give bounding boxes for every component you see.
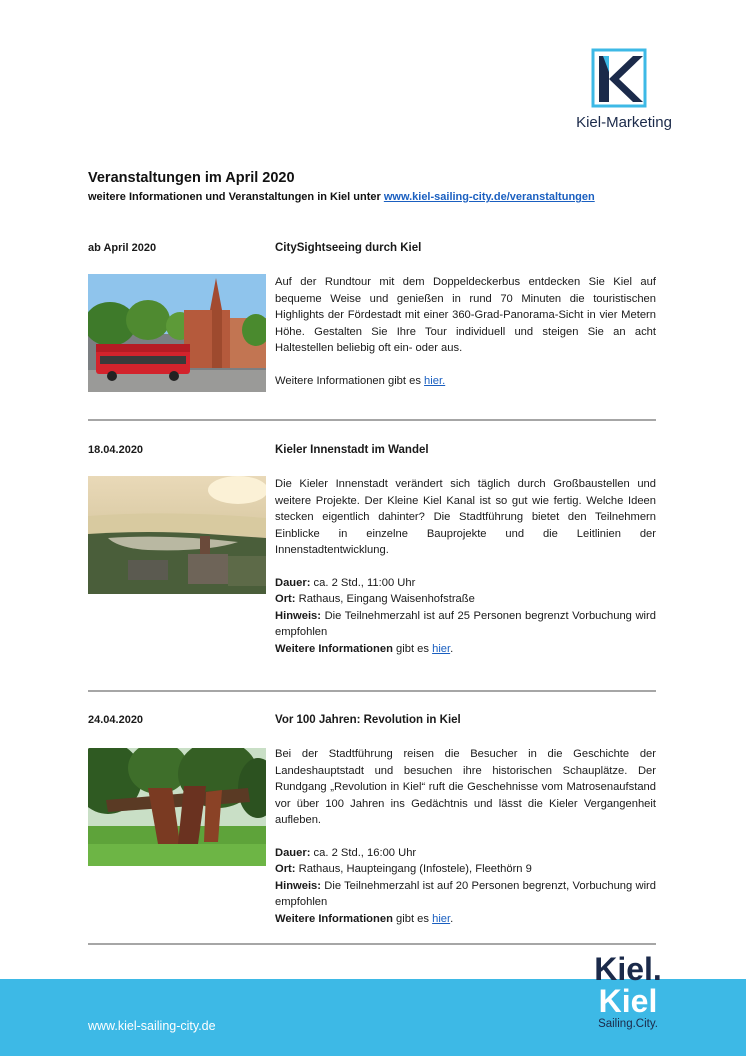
more-text: gibt es — [392, 912, 433, 925]
more-text: gibt es — [392, 642, 433, 655]
note-label: Hinweis: — [275, 879, 322, 892]
subtitle-text: weitere Informationen und Veranstaltungen in Kiel unter — [88, 191, 384, 203]
footer-url[interactable]: www.kiel-sailing-city.de — [88, 1019, 216, 1033]
location-value: Rathaus, Eingang Waisenhofstraße — [295, 593, 475, 605]
event-text: Die Kieler Innenstadt verändert sich täglich durch Großbaustellen und weitere Projekte. Der Kleine Kiel Kanal ist so gut wie fertig. Welche Ideen stecken eigentlich dahinter? Die Stadtführung bietet den Teilnehmern Einblicke in einzelne Bauprojekte und die Leitlinien der Innenstadtentwicklung. — [275, 478, 656, 556]
event-photo-monument — [88, 748, 266, 866]
note-value: Die Teilnehmerzahl ist auf 25 Personen begrenzt Vorbuchung wird empfohlen — [275, 609, 656, 638]
duration-label: Dauer: — [275, 576, 311, 589]
more-link[interactable]: hier — [432, 912, 451, 925]
more-text: Weitere Informationen gibt es — [275, 374, 425, 387]
event-title: Kieler Innenstadt im Wandel — [275, 444, 429, 456]
kiel-sailing-city-logo — [588, 950, 668, 1036]
page-subtitle — [88, 191, 595, 203]
event-location — [275, 861, 656, 878]
event-date: 24.04.2020 — [88, 714, 144, 726]
footer-tagline: Sailing.City. — [598, 1018, 658, 1030]
note-value: Die Teilnehmerzahl ist auf 20 Personen begrenzt, Vorbuchung wird empfohlen — [275, 879, 656, 908]
more-link[interactable]: hier. — [424, 374, 446, 387]
location-label: Ort: — [275, 863, 296, 875]
event-title: Vor 100 Jahren: Revolution in Kiel — [275, 714, 461, 726]
events-link[interactable]: www.kiel-sailing-city.de/veranstaltungen — [383, 191, 595, 203]
event-note — [275, 878, 656, 911]
logo-line-2: Kiel — [598, 983, 658, 1016]
event-note — [275, 608, 656, 641]
event-description — [275, 274, 656, 389]
event-date: 18.04.2020 — [88, 444, 144, 456]
page-title: Veranstaltungen im April 2020 — [88, 170, 295, 186]
event-description — [275, 746, 656, 927]
duration-value: ca. 2 Std., 16:00 Uhr — [310, 846, 417, 859]
event-photo-bus — [88, 274, 266, 392]
event-description — [275, 476, 656, 657]
event-more-info — [275, 373, 656, 390]
more-link[interactable]: hier — [432, 642, 451, 655]
more-end: . — [450, 912, 454, 925]
duration-value: ca. 2 Std., 11:00 Uhr — [310, 576, 416, 589]
event-duration — [275, 575, 656, 592]
kiel-logo-icon — [588, 950, 668, 1016]
event-text: Bei der Stadtführung reisen die Besucher in die Geschichte der Landeshauptstadt und besuchen ihre historischen Schauplätze. Der Rundgang „Revolution in Kiel“ ruft die Geschehnisse vom Matrosenaufstand vor über 100 Jahren ins Gedächtnis und lässt die Kieler Vergangenheit aufleben. — [275, 748, 656, 826]
event-more-info — [275, 641, 656, 658]
location-value: Rathaus, Haupteingang (Infostele), Fleethörn 9 — [295, 863, 532, 875]
location-label: Ort: — [275, 593, 296, 605]
divider — [88, 943, 656, 945]
event-more-info — [275, 911, 656, 928]
event-location — [275, 591, 656, 608]
k-logo-icon — [591, 48, 647, 108]
event-text: Auf der Rundtour mit dem Doppeldeckerbus entdecken Sie Kiel auf bequeme Weise und genießen in rund 70 Minuten die touristischen Highlights der Fördestadt mit einer 360-Grad-Panorama-Sicht in vier Metern Höhe. Gestalten Sie Ihre Tour individuell und steigen Sie an acht Haltestellen beliebig oft ein- oder aus. — [275, 276, 656, 354]
event-photo-aerial — [88, 476, 266, 594]
event-title: CitySightseeing durch Kiel — [275, 242, 422, 254]
brand-name: Kiel-Marketing — [576, 114, 672, 131]
kiel-marketing-logo — [564, 48, 684, 138]
event-duration — [275, 845, 656, 862]
more-label: Weitere Informationen — [275, 912, 393, 925]
divider — [88, 690, 656, 692]
more-end: . — [450, 642, 454, 655]
note-label: Hinweis: — [275, 609, 322, 622]
more-label: Weitere Informationen — [275, 642, 393, 655]
event-date: ab April 2020 — [88, 242, 157, 254]
logo-line-1: Kiel. — [594, 951, 662, 987]
duration-label: Dauer: — [275, 846, 311, 859]
divider — [88, 419, 656, 421]
